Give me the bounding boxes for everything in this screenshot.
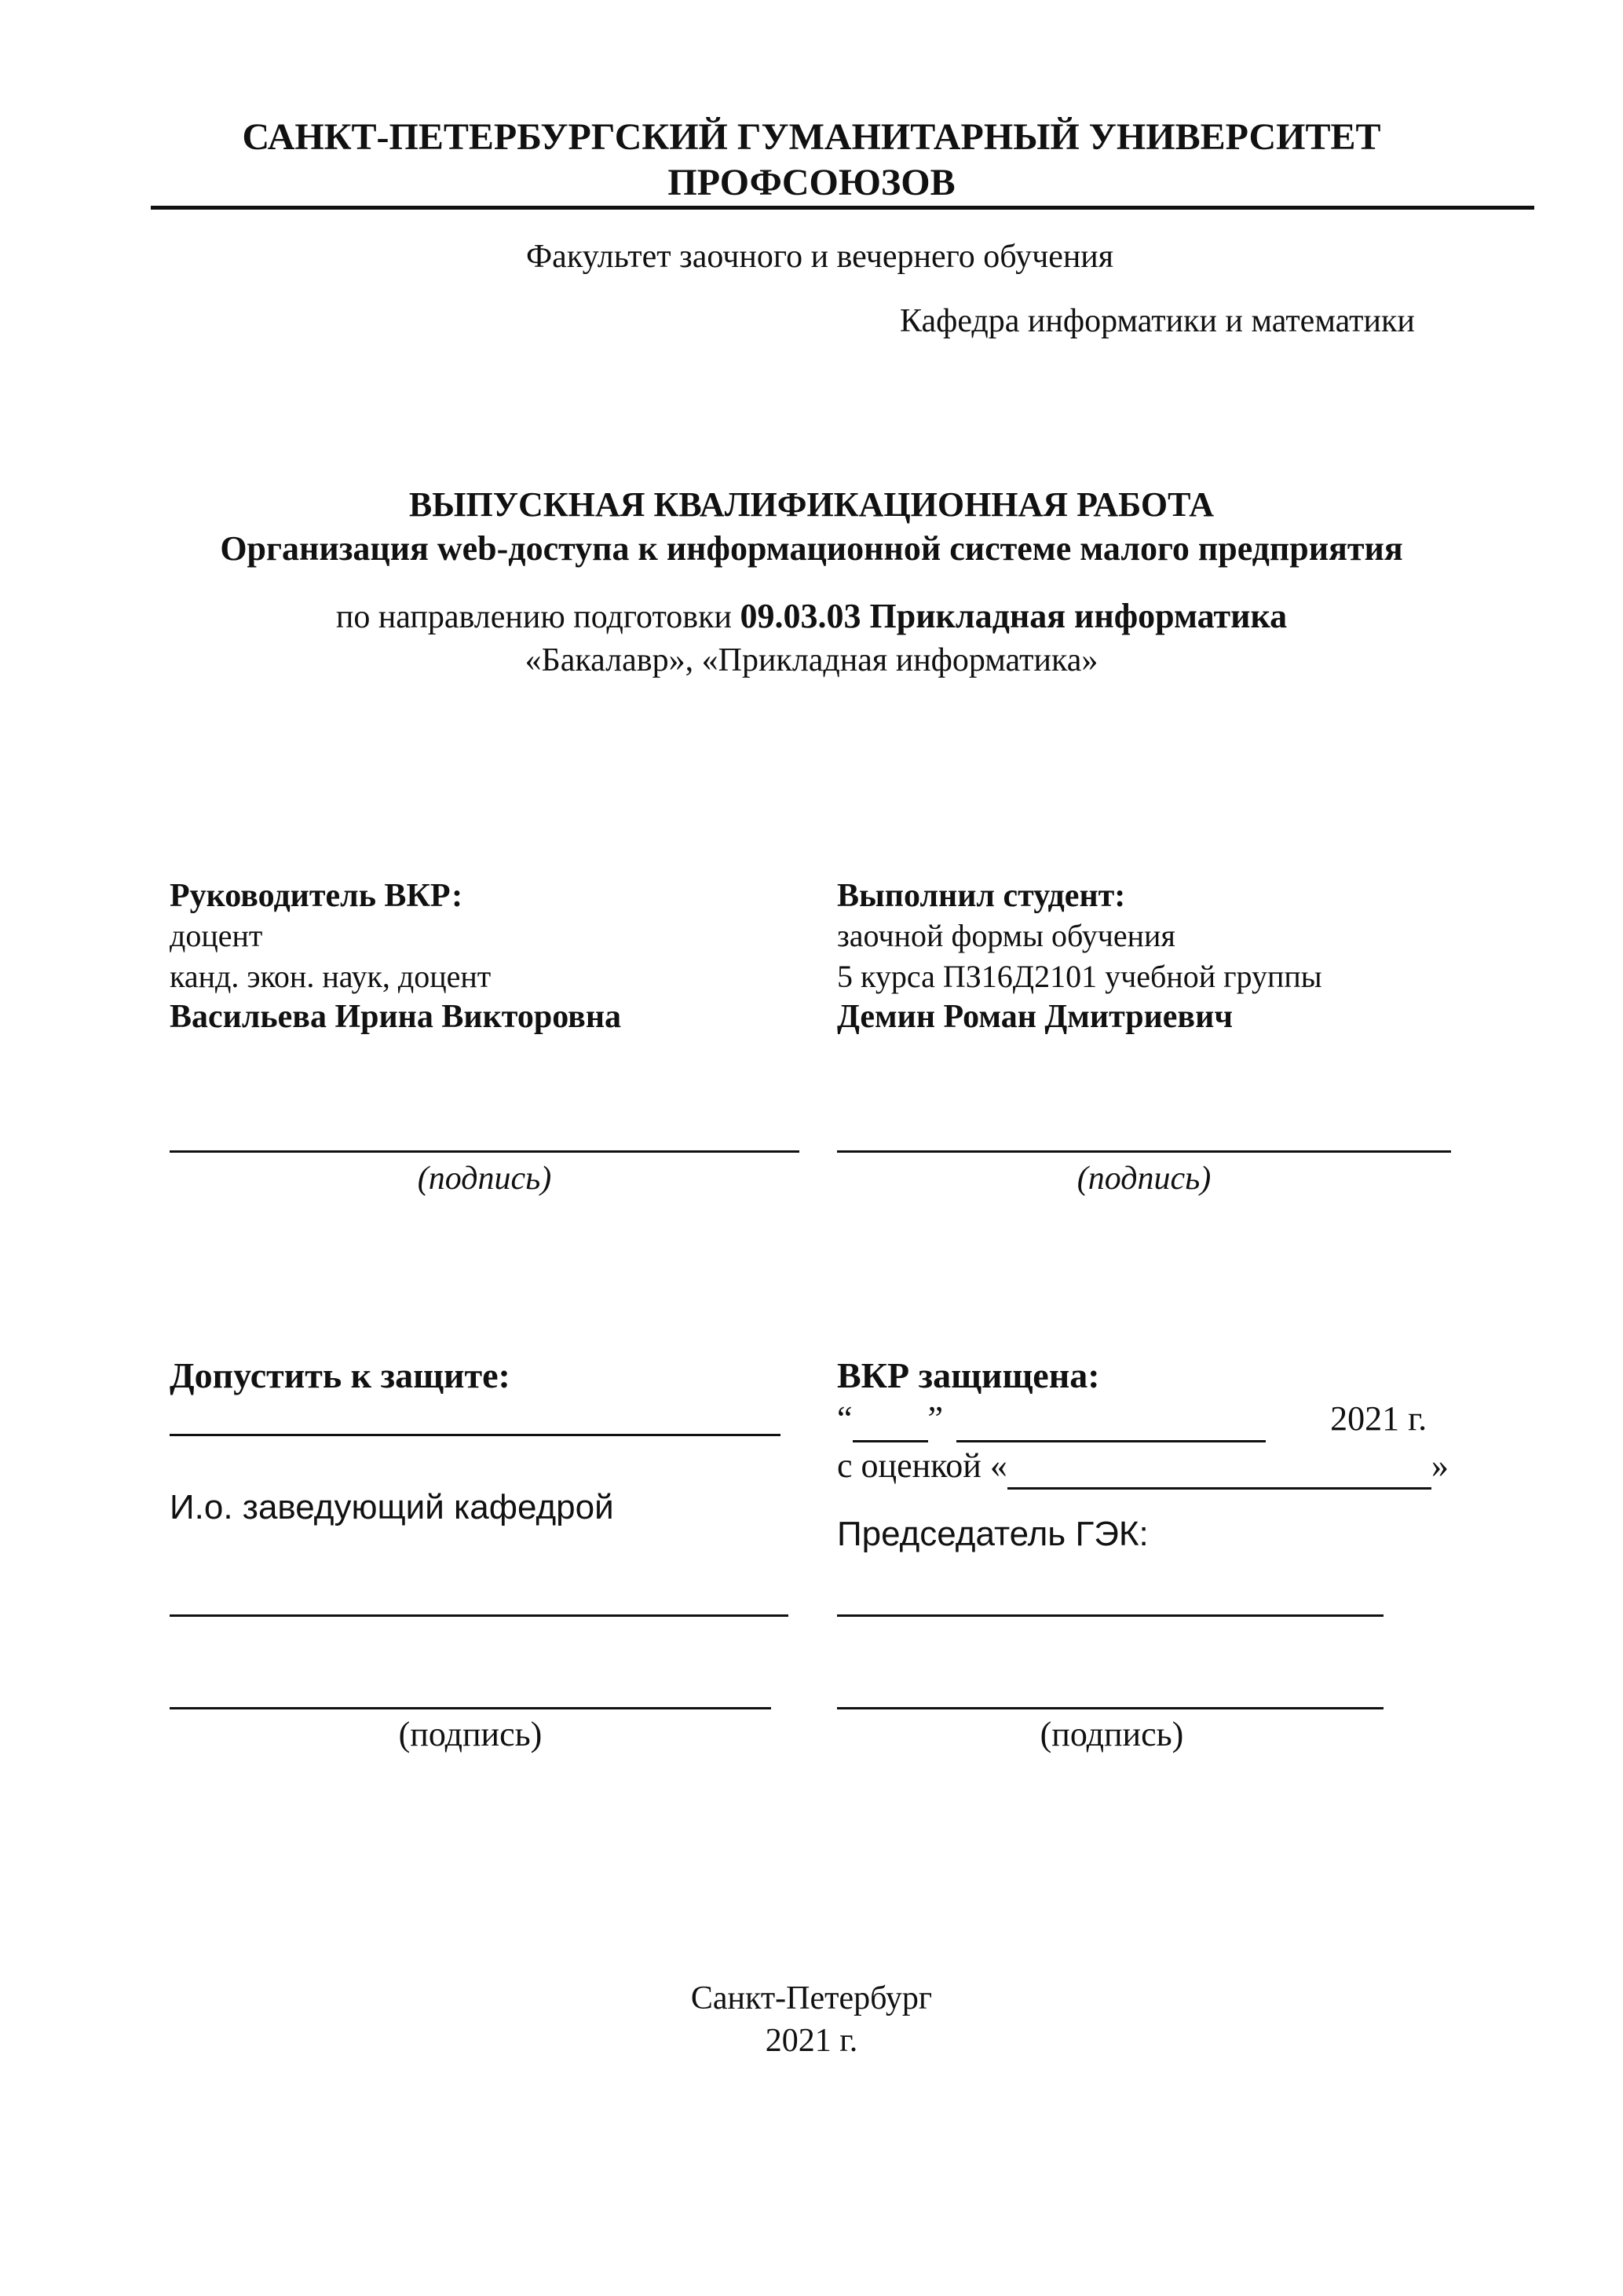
defense-signature-line <box>837 1707 1384 1709</box>
header-rule <box>151 206 1534 210</box>
grade-row <box>837 1445 1449 1490</box>
work-topic-title: Организация web-доступа к информационной системе малого предприятия <box>220 529 1403 568</box>
admission-signature-line-2 <box>170 1707 771 1709</box>
student-name: Демин Роман Дмитриевич <box>837 999 1233 1035</box>
direction-prefix: по направлению подготовки <box>335 599 732 635</box>
day-blank <box>853 1398 928 1442</box>
department-name: Кафедра информатики и математики <box>900 303 1415 339</box>
student-signature-caption: (подпись) <box>1077 1161 1212 1197</box>
supervisor-name: Васильева Ирина Викторовна <box>170 999 622 1035</box>
date-quote-open: “ <box>837 1399 853 1438</box>
student-study-form: заочной формы обучения <box>837 918 1175 953</box>
grade-blank <box>1007 1445 1431 1490</box>
university-name-line2: ПРОФСОЮЗОВ <box>667 162 956 203</box>
student-heading: Выполнил студент: <box>837 878 1126 914</box>
defense-heading: ВКР защищена: <box>837 1355 1100 1395</box>
admission-signature-caption: (подпись) <box>398 1715 543 1753</box>
grade-label: с оценкой « <box>837 1446 1007 1485</box>
gek-chairman-line <box>837 1614 1384 1617</box>
study-direction <box>0 595 1623 638</box>
defense-signature-caption: (подпись) <box>1040 1715 1184 1753</box>
direction-code: 09.03.03 Прикладная информатика <box>740 597 1288 635</box>
footer-city: Санкт-Петербург <box>690 1980 933 2016</box>
faculty-name: Факультет заочного и вечернего обучения <box>526 239 1114 275</box>
grade-close: » <box>1431 1446 1449 1485</box>
supervisor-signature-line <box>170 1150 799 1153</box>
month-blank <box>956 1398 1266 1442</box>
supervisor-degree: канд. экон. наук, доцент <box>170 959 492 994</box>
footer-year: 2021 г. <box>765 2023 858 2059</box>
student-signature-line <box>837 1150 1451 1153</box>
defense-year: 2021 г. <box>1330 1399 1427 1438</box>
work-kind-title: ВЫПУСКНАЯ КВАЛИФИКАЦИОННАЯ РАБОТА <box>408 485 1215 524</box>
head-of-department-line <box>170 1614 788 1617</box>
head-of-department: И.о. заведующий кафедрой <box>170 1488 614 1526</box>
admission-heading: Допустить к защите: <box>170 1355 510 1395</box>
student-course-group: 5 курса ПЗ16Д2101 учебной группы <box>837 959 1322 994</box>
date-quote-close: ” <box>927 1399 944 1438</box>
degree-profile: «Бакалавр», «Прикладная информатика» <box>525 642 1098 678</box>
defense-date-row <box>837 1398 1427 1442</box>
supervisor-signature-caption: (подпись) <box>417 1161 552 1197</box>
supervisor-heading: Руководитель ВКР: <box>170 878 463 914</box>
supervisor-position: доцент <box>170 918 263 953</box>
university-name-line1: САНКТ-ПЕТЕРБУРГСКИЙ ГУМАНИТАРНЫЙ УНИВЕРСИТЕТ <box>242 116 1381 158</box>
admission-signature-line <box>170 1434 780 1436</box>
gek-chairman: Председатель ГЭК: <box>837 1515 1149 1553</box>
